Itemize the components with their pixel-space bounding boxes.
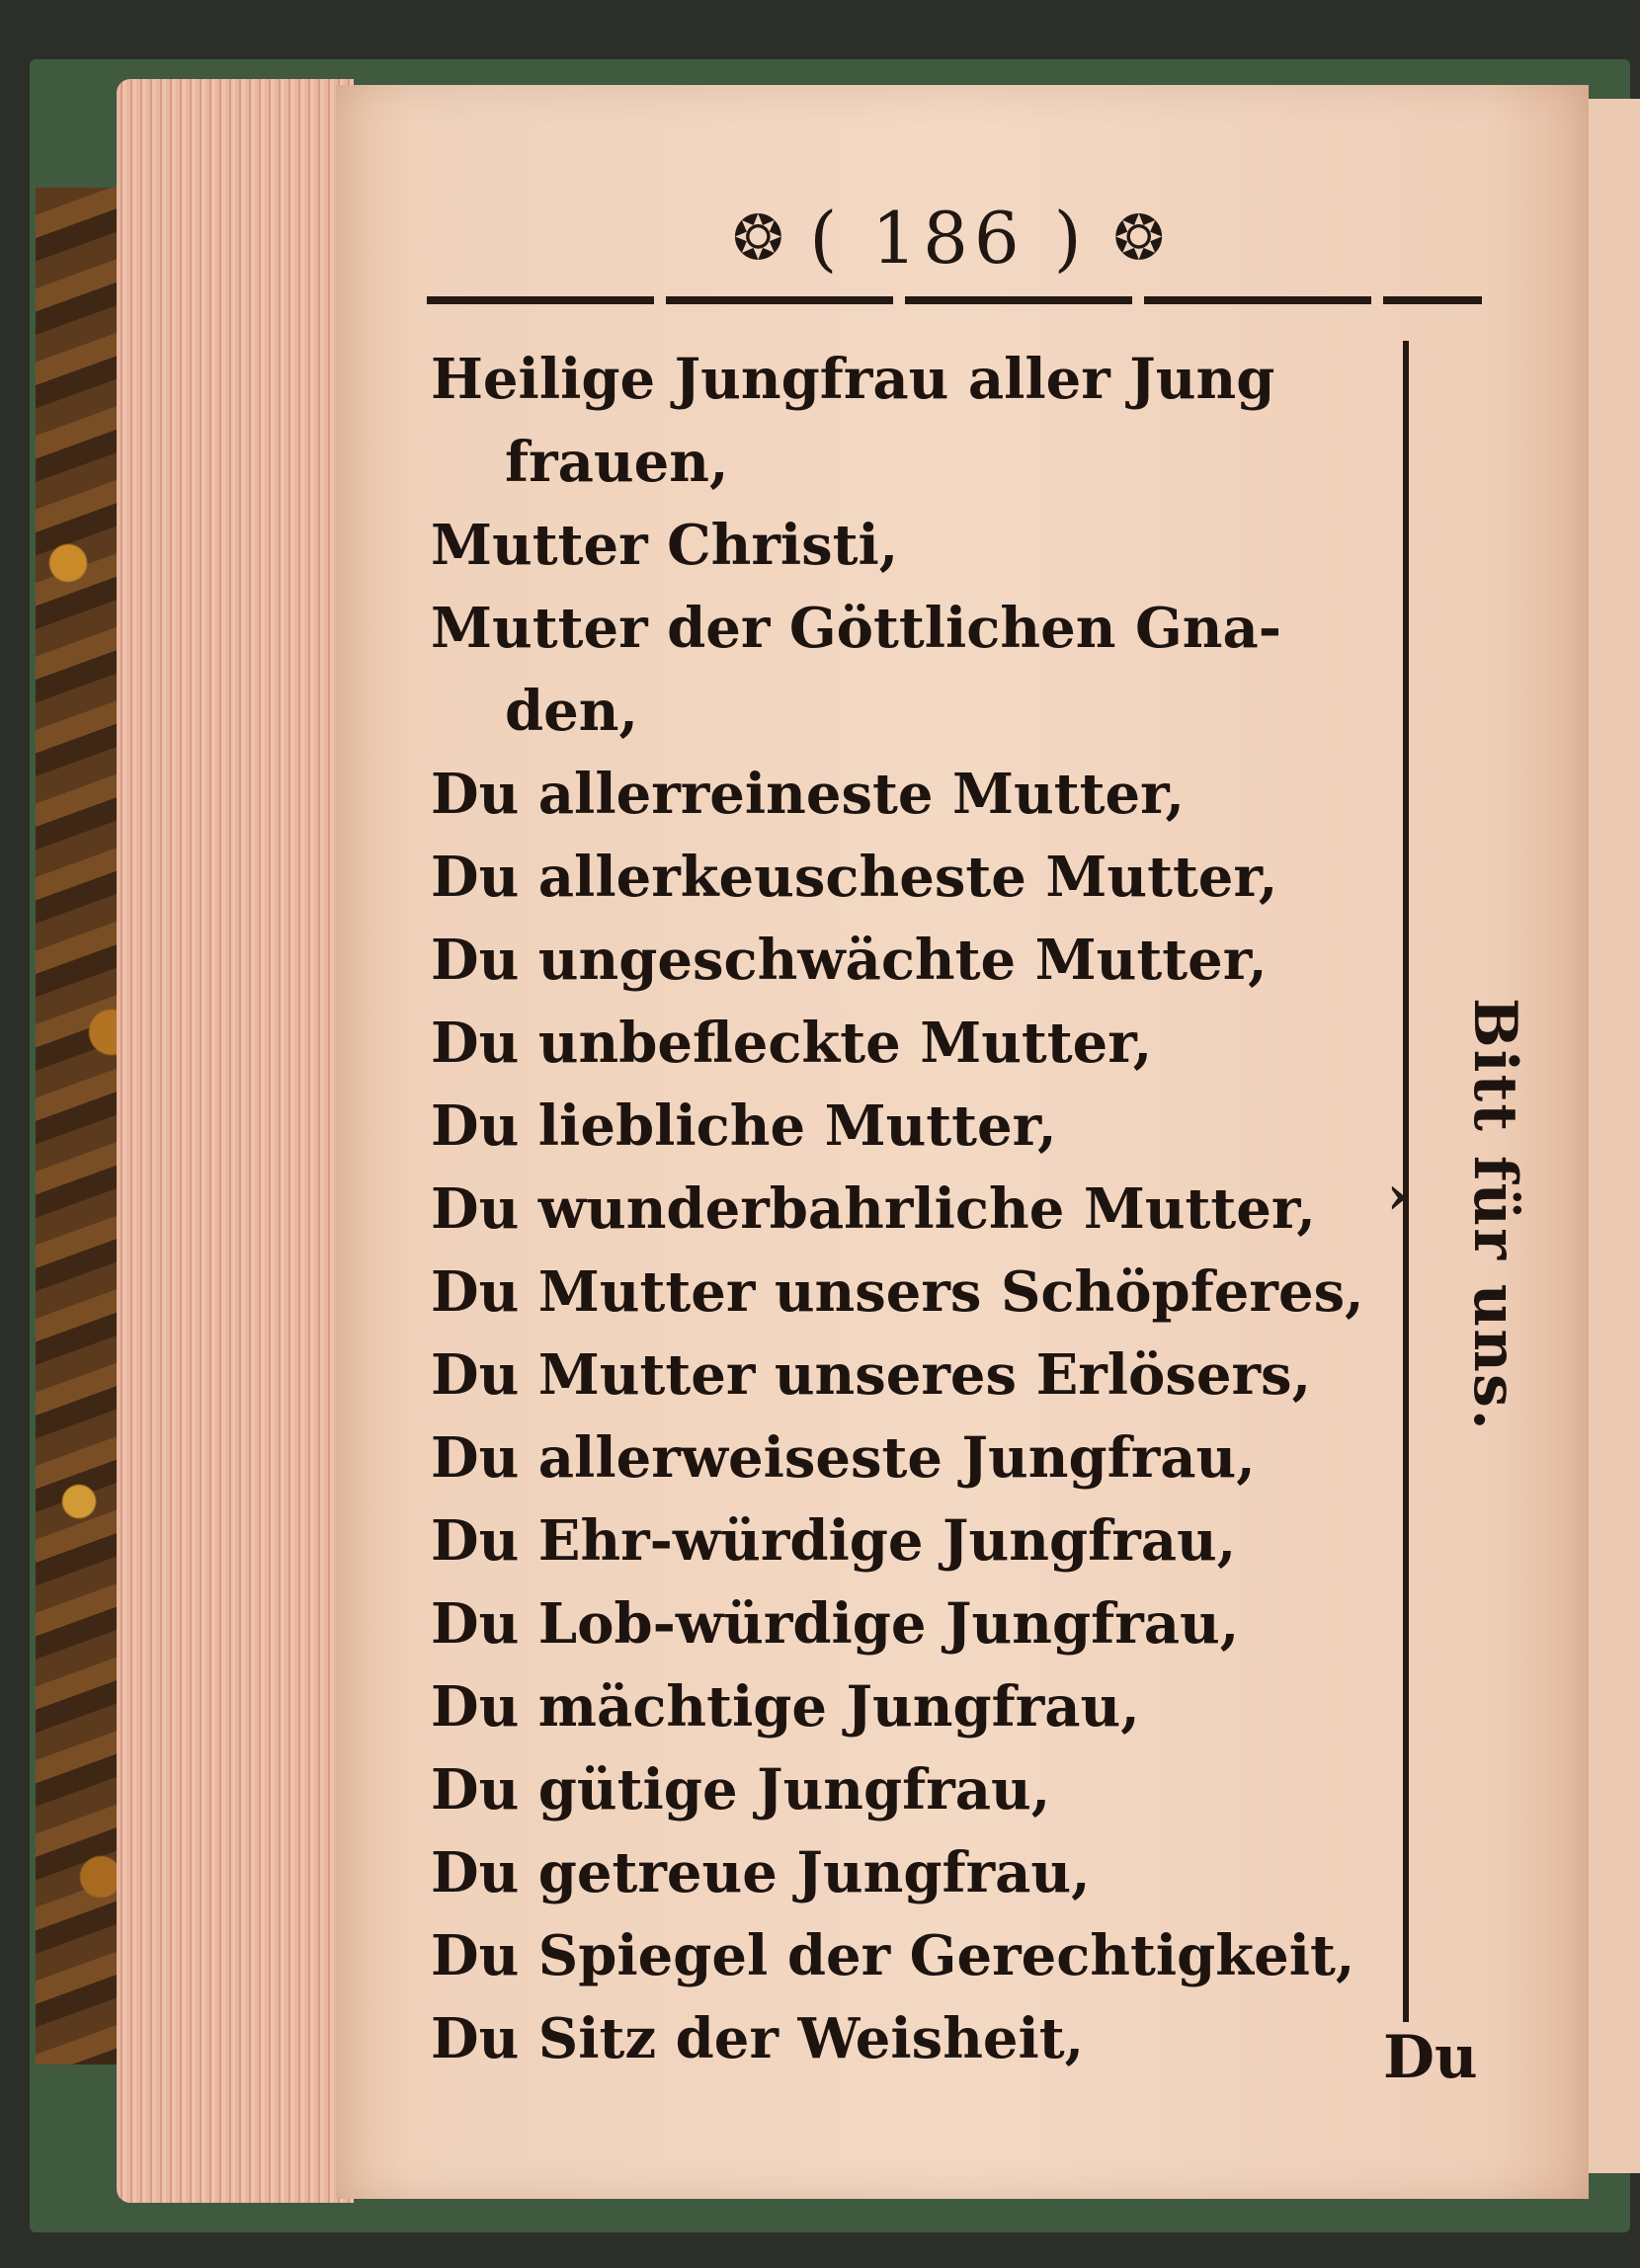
text-line: Du allerreineste Mutter,	[431, 762, 1185, 827]
text-line: Du allerkeuscheste Mutter,	[431, 845, 1278, 910]
ornament-left-icon: ❂	[732, 202, 784, 274]
text-line: Mutter Christi,	[431, 513, 899, 578]
text-line: Du gütige Jungfrau,	[431, 1757, 1051, 1822]
text-line: frauen,	[505, 430, 729, 495]
page-block-edges	[117, 79, 354, 2203]
page-header	[692, 194, 1205, 283]
text-line: Du Ehr-würdige Jungfrau,	[431, 1508, 1237, 1574]
text-line: Du getreue Jungfrau,	[431, 1840, 1091, 1905]
text-line: Heilige Jungfrau aller Jung	[431, 347, 1275, 412]
text-line: Du unbefleckte Mutter,	[431, 1011, 1153, 1076]
text-line: Du Sitz der Weisheit,	[431, 2006, 1085, 2071]
text-line: Du mächtige Jungfrau,	[431, 1674, 1140, 1740]
text-line: Mutter der Göttlichen Gna-	[431, 596, 1282, 661]
litany-text	[431, 338, 1399, 2080]
text-line: Du liebliche Mutter,	[431, 1094, 1057, 1159]
text-line: Du Spiegel der Gerechtigkeit,	[431, 1923, 1355, 1988]
text-line: Du wunderbahrliche Mutter,	[431, 1176, 1316, 1242]
catchword: Du	[1383, 2023, 1478, 2092]
ornament-right-icon: ❂	[1112, 202, 1165, 274]
text-line: den,	[505, 679, 638, 744]
brace-tip: ›	[1387, 1166, 1408, 1226]
header-rule	[427, 296, 1482, 304]
text-line: Du allerweiseste Jungfrau,	[431, 1425, 1256, 1491]
text-line: Du Lob-würdige Jungfrau,	[431, 1591, 1240, 1657]
litany-response: Bitt für uns.	[1460, 998, 1529, 1432]
page-number: ( 186 )	[809, 197, 1088, 280]
text-line: Du Mutter unseres Erlösers,	[431, 1342, 1312, 1408]
text-line: Du ungeschwächte Mutter,	[431, 928, 1268, 993]
text-line: Du Mutter unsers Schöpferes,	[431, 1259, 1364, 1325]
